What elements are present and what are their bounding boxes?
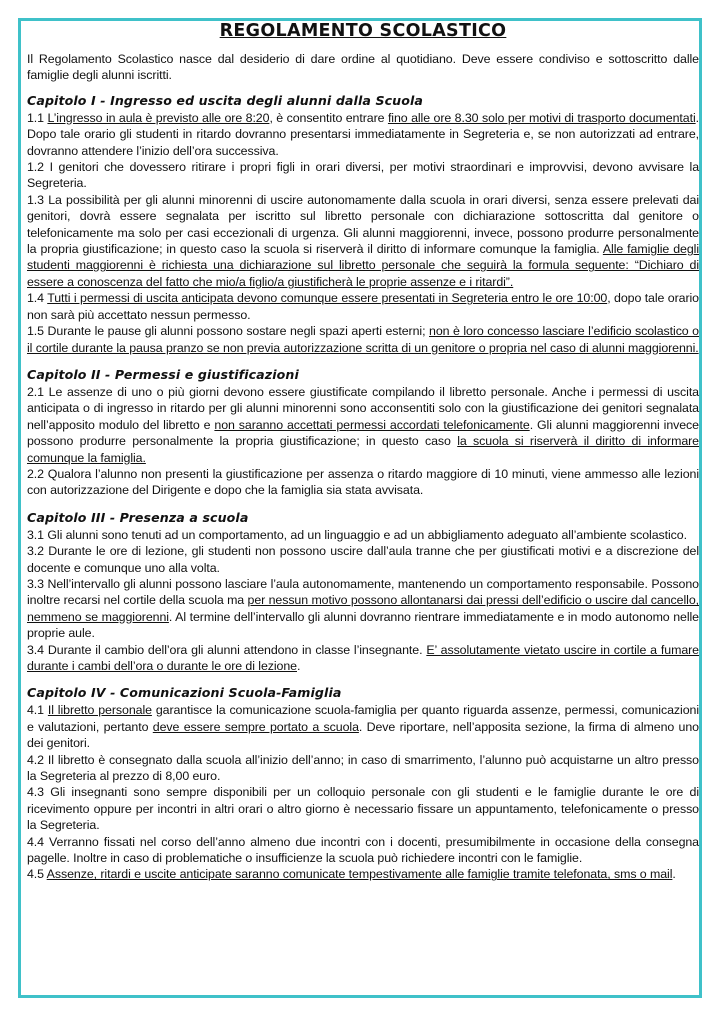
underlined-text: non è loro concesso lasciare l’edificio scolastico o il cortile durante la pausa pranzo se non previa autorizzazione scritta di un genitore o propria nel caso di alunni maggiorenni.: [27, 324, 699, 355]
chapter-section: [27, 93, 699, 356]
article-paragraph: 3.2 Durante le ore di lezione, gli studenti non possono uscire dall’aula tranne che per giustificati motivi e a discrezione del docente e comunque uno alla volta.: [27, 544, 699, 575]
underlined-text: Alle famiglie degli studenti maggiorenni è richiesta una dichiarazione sul libretto personale che seguirà la formula seguente: “Dichiaro di essere a conoscenza del fatto che mio/a figlio/a giustificherà le proprie assenze e i ritardi”.: [27, 242, 699, 289]
underlined-text: Tutti i permessi di uscita anticipata devono comunque essere presentati in Segreteria entro le ore 10:00: [47, 291, 608, 306]
article-paragraph: 1.5 Durante le pause gli alunni possono sostare negli spazi aperti esterni; non è loro concesso lasciare l’edificio scolastico o il cortile durante la pausa pranzo se non previa autorizzazione scritta di un genitore o propria nel caso di alunni maggiorenni.: [27, 324, 699, 355]
article-paragraph: 1.3 La possibilità per gli alunni minorenni di uscire autonomamente dalla scuola in orari diversi, senza essere prelevati dai genitori, dovrà essere segnalata per iscritto sul libretto personale con dichiarazione sottoscritta dal genitore o telefonicamente ma solo per casi eccezionali di urgenza. Gli alunni maggiorenni, invece, possono produrre personalmente la propria giustificazione; in questo caso la scuola si riserverà il diritto di informare comunque la famiglia. Alle famiglie degli studenti maggiorenni è richiesta una dichiarazione sul libretto personale che seguirà la formula seguente: “Dichiaro di essere a conoscenza del fatto che mio/a figlio/a giustificherà le proprie assenze e i ritardi”.: [27, 192, 699, 289]
article-paragraph: 2.2 Qualora l’alunno non presenti la giustificazione per assenza o ritardo maggiore di 10 minuti, viene ammesso alle lezioni con autorizzazione del Dirigente e dopo che la famiglia sia stata avvisata.: [27, 466, 699, 498]
chapter-heading: Capitolo III - Presenza a scuola: [27, 509, 249, 525]
underlined-text: per nessun motivo possono allontanarsi dai pressi dell’edificio o uscire dal cancello, nemmeno se maggiorenni: [27, 593, 699, 624]
article-paragraph: 4.4 Verranno fissati nel corso dell’anno almeno due incontri con i docenti, presumibilmente in occasione della consegna pagelle. Inoltre in caso di problematiche o insufficienze la scuola può richiedere incontri con le famiglie.: [27, 834, 699, 866]
chapters-container: [27, 93, 699, 883]
article-paragraph: 3.1 Gli alunni sono tenuti ad un comportamento, ad un linguaggio e ad un abbigliamento adeguato all’ambiente scolastico.: [27, 527, 687, 542]
chapter-section: [27, 510, 699, 675]
article-paragraph: 4.1 Il libretto personale garantisce la comunicazione scuola-famiglia per quanto riguarda assenze, permessi, comunicazioni e valutazioni, pertanto deve essere sempre portato a scuola. Deve riportare, nell’apposita sezione, la firma di almeno uno dei genitori.: [27, 703, 699, 751]
underlined-text: deve essere sempre portato a scuola: [152, 719, 359, 734]
article-paragraph: 2.1 Le assenze di uno o più giorni devono essere giustificate compilando il libretto personale. Anche i permessi di uscita anticipata o di ingresso in ritardo per gli alunni minorenni sono acconsentiti solo con la giustificazione dei genitori segnalata nell’apposito modulo del libretto e non saranno accettati permessi accordati telefonicamente. Gli alunni maggiorenni invece possono produrre personalmente la propria giustificazione; in questo caso la scuola si riserverà il diritto di informare comunque la famiglia.: [27, 384, 699, 465]
chapter-section: [27, 367, 699, 499]
document-body: [27, 21, 699, 883]
underlined-text: non saranno accettati permessi accordati telefonicamente: [214, 417, 530, 432]
chapter-heading: Capitolo I - Ingresso ed uscita degli alunni dalla Scuola: [27, 92, 424, 108]
underlined-text: E’ assolutamente vietato uscire in cortile a fumare durante i cambi dell’ora o durante le ore di lezione: [27, 642, 699, 673]
article-paragraph: 4.5 Assenze, ritardi e uscite anticipate saranno comunicate tempestivamente alle famiglie tramite telefonata, sms o mail.: [27, 867, 676, 882]
underlined-text: Il libretto personale: [47, 703, 152, 718]
article-paragraph: 4.2 Il libretto è consegnato dalla scuola all’inizio dell’anno; in caso di smarrimento, l’alunno può acquistarne un altro presso la Segreteria al prezzo di 8,00 euro.: [27, 752, 699, 784]
chapter-heading: Capitolo II - Permessi e giustificazioni: [27, 366, 299, 382]
article-paragraph: 1.2 I genitori che dovessero ritirare i propri figli in orari diversi, per motivi straordinari e improvvisi, devono avvisare la Segreteria.: [27, 160, 699, 191]
article-paragraph: 3.3 Nell’intervallo gli alunni possono lasciare l’aula autonomamente, mantenendo un comportamento responsabile. Possono inoltre recarsi nel cortile della scuola ma per nessun motivo possono allontanarsi dai pressi dell’edificio o uscire dal cancello, nemmeno se maggiorenni. Al termine dell’intervallo gli alunni dovranno rientrare immediatamente e in modo autonomo nelle proprie aule.: [27, 576, 699, 641]
document-title: REGOLAMENTO SCOLASTICO: [219, 21, 507, 41]
article-paragraph: 1.1 L’ingresso in aula è previsto alle ore 8:20, è consentito entrare fino alle ore 8.30 solo per motivi di trasporto documentati. Dopo tale orario gli studenti in ritardo dovranno presentarsi immediatamente in Segreteria e, se non autorizzati ad entrare, dovranno attendere l’inizio dell’ora successiva.: [27, 110, 699, 158]
chapter-section: [27, 685, 699, 882]
article-paragraph: 3.4 Durante il cambio dell’ora gli alunni attendono in classe l’insegnante. E’ assolutamente vietato uscire in cortile a fumare durante i cambi dell’ora o durante le ore di lezione.: [27, 642, 699, 673]
intro-paragraph: Il Regolamento Scolastico nasce dal desiderio di dare ordine al quotidiano. Deve essere condiviso e sottoscritto dalle famiglie degli alunni iscritti.: [27, 52, 699, 83]
underlined-text: la scuola si riserverà il diritto di informare comunque la famiglia.: [27, 434, 699, 465]
article-paragraph: 1.4 Tutti i permessi di uscita anticipata devono comunque essere presentati in Segreteria entro le ore 10:00, dopo tale orario non sarà più accettato nessun permesso.: [27, 291, 699, 322]
chapter-heading: Capitolo IV - Comunicazioni Scuola-Famiglia: [27, 685, 342, 701]
article-paragraph: 4.3 Gli insegnanti sono sempre disponibili per un colloquio personale con gli studenti e le famiglie durante le ore di ricevimento oppure per incontri in altri orari o altro giorno è necessario fissare un appuntamento, telefonicamente o presso la Segreteria.: [27, 785, 699, 833]
underlined-text: Assenze, ritardi e uscite anticipate saranno comunicate tempestivamente alle famiglie tramite telefonata, sms o mail: [46, 867, 673, 882]
underlined-text: L’ingresso in aula è previsto alle ore 8:20: [47, 110, 270, 125]
underlined-text: fino alle ore 8.30 solo per motivi di trasporto documentati: [387, 110, 696, 125]
